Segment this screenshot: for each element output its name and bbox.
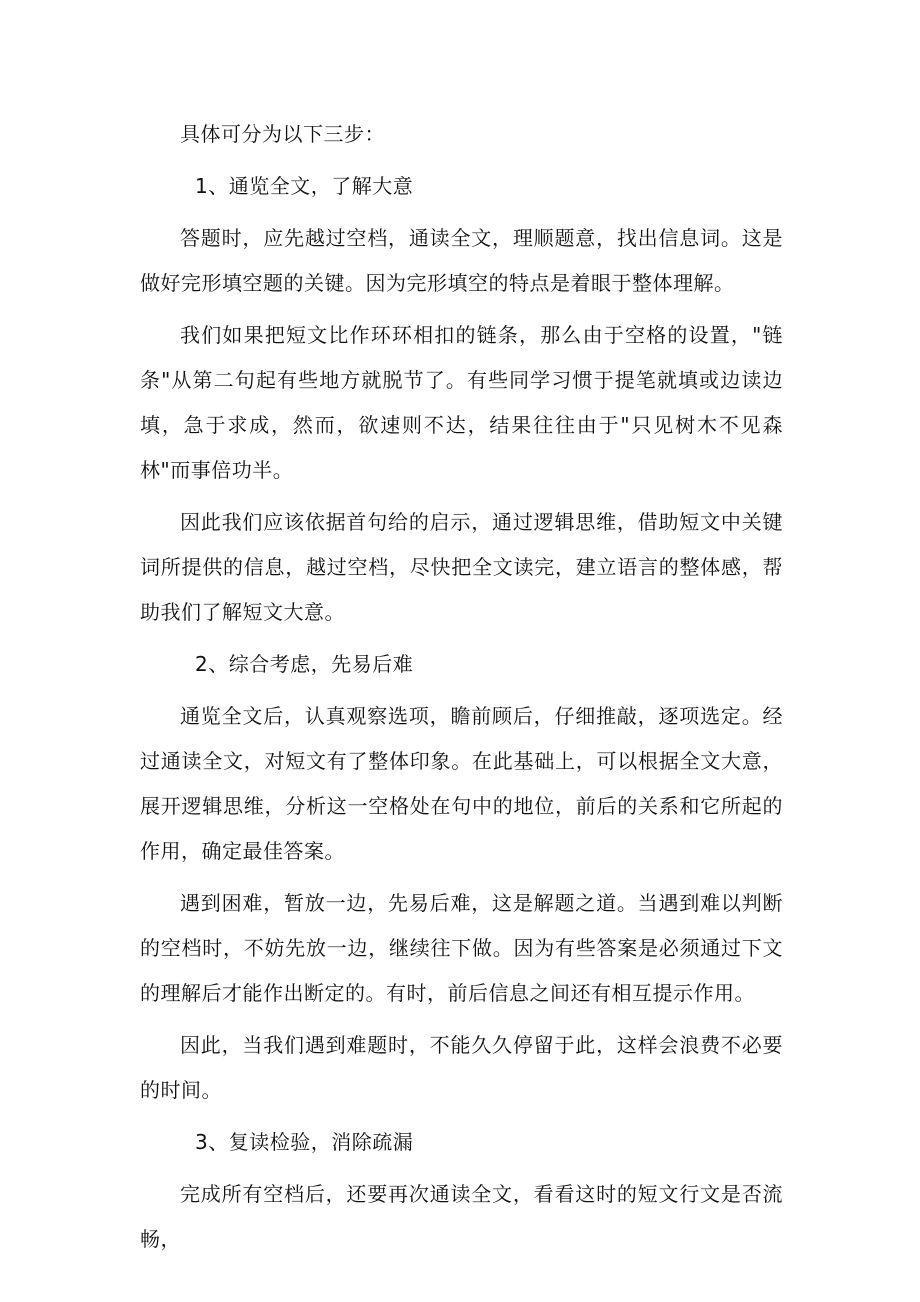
- step2-paragraph-1: 通览全文后，认真观察选项，瞻前顾后，仔细推敲，逐项选定。经过通读全文，对短文有了整体印象。在此基础上，可以根据全文大意，展开逻辑思维，分析这一空格处在句中的地位，前后的关系和它所起的作用，确定最佳答案。: [140, 704, 783, 863]
- intro-paragraph: 具体可分为以下三步：: [180, 122, 385, 146]
- step2-paragraph-3: 因此，当我们遇到难题时，不能久久停留于此，这样会浪费不必要的时间。: [140, 1033, 783, 1102]
- step3-heading: 3、复读检验，消除疏漏: [195, 1130, 414, 1154]
- step2-heading: 2、综合考虑，先易后难: [195, 652, 414, 676]
- step3-paragraph-1: 完成所有空档后，还要再次通读全文，看看这时的短文行文是否流畅，: [140, 1182, 783, 1251]
- document-page: [140, 112, 783, 1269]
- step1-heading: 1、通览全文，了解大意: [195, 174, 414, 198]
- step2-paragraph-2: 遇到困难，暂放一边，先易后难，这是解题之道。当遇到难以判断的空档时，不妨先放一边，继续往下做。因为有些答案是必须通过下文的理解后才能作出断定的。有时，前后信息之间还有相互提示作用。: [140, 891, 783, 1005]
- step1-paragraph-1: 答题时，应先越过空档，通读全文，理顺题意，找出信息词。这是做好完形填空题的关键。因为完形填空的特点是着眼于整体理解。: [140, 226, 783, 295]
- step1-paragraph-2: 我们如果把短文比作环环相扣的链条，那么由于空格的设置，"链条"从第二句起有些地方就脱节了。有些同学习惯于提笔就填或边读边填，急于求成，然而，欲速则不达，结果往往由于"只见树木不见森林"而事倍功半。: [140, 323, 783, 482]
- step1-paragraph-3: 因此我们应该依据首句给的启示，通过逻辑思维，借助短文中关键词所提供的信息，越过空档，尽快把全文读完，建立语言的整体感，帮助我们了解短文大意。: [140, 510, 783, 624]
